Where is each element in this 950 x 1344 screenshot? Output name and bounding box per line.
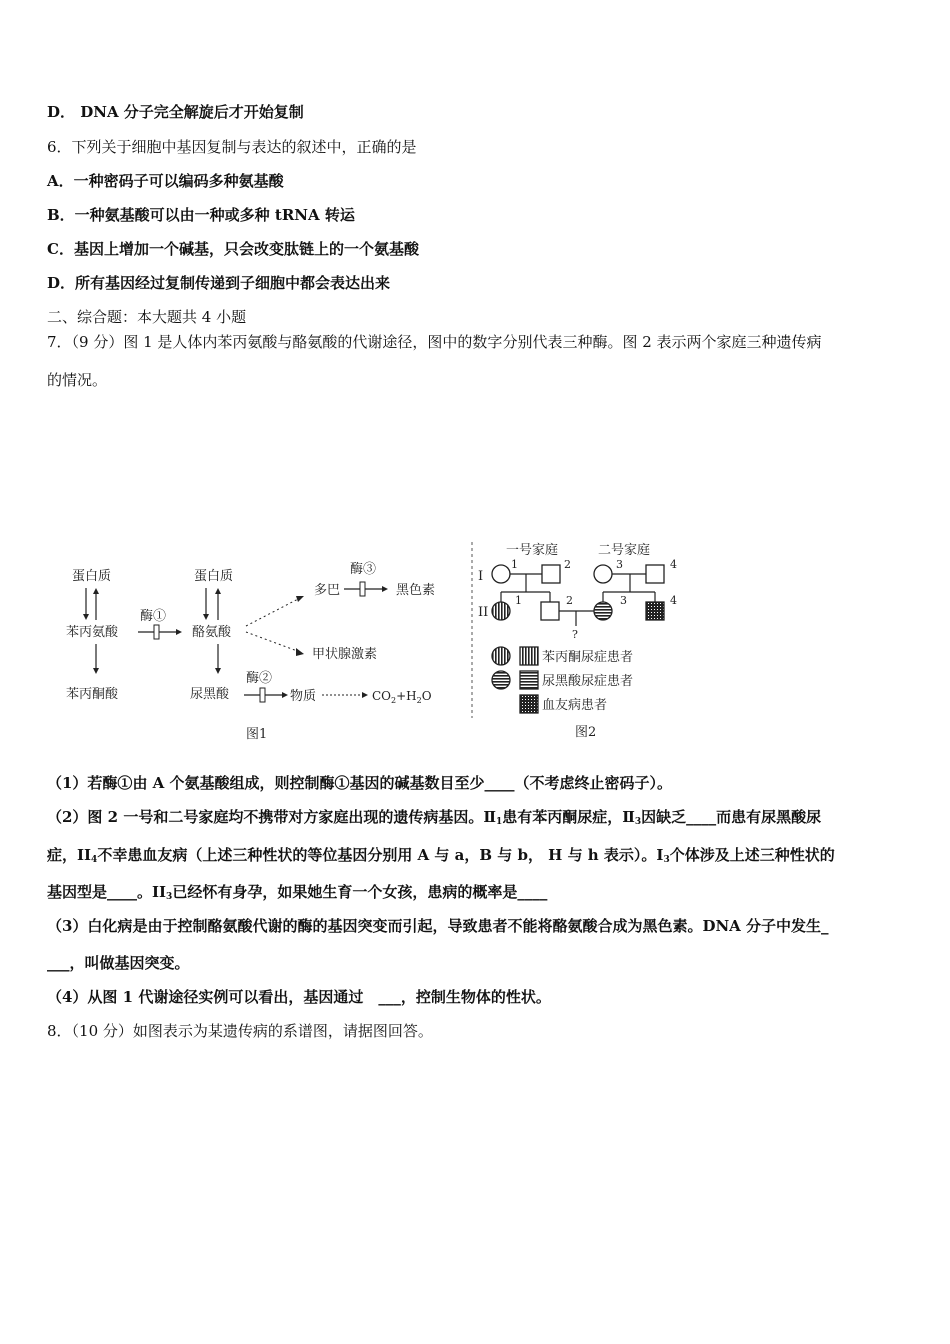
- fig1-homogentisic-acid: 尿黑酸: [190, 687, 230, 702]
- q6-option-b: B．一种氨基酸可以由一种或多种 tRNA 转运: [47, 206, 355, 224]
- fig2-II2-label: 2: [566, 594, 573, 607]
- fig1-tyrosine: 酪氨酸: [192, 625, 232, 640]
- fig1-substance: 物质: [290, 689, 317, 704]
- fig1-phenylalanine: 苯丙氨酸: [66, 625, 119, 640]
- q5-option-d: D． DNA 分子完全解旋后才开始复制: [47, 103, 304, 121]
- q7-part2-line1: （2）图 2 一号和二号家庭均不携带对方家庭出现的遗传病基因。$Ⅱ_1$患有苯丙酮尿症，$Ⅱ_3$因缺乏____而患有尿黑酸尿: [47, 808, 822, 827]
- q7-part2-line2: 症，$II_4$不幸患血友病（上述三种性状的等位基因分别用 A 与 a，B 与 b， H 与 h 表示）。$I_3$个体涉及上述三种性状的: [47, 846, 835, 865]
- fig2-legend-alkaptonuria: 尿黑酸尿症患者: [542, 674, 634, 689]
- fig2-legend-hemophilia: 血友病患者: [542, 698, 608, 713]
- fig2-I2-label: 2: [564, 558, 571, 571]
- fig1-thyroxine: 甲状腺激素: [312, 647, 378, 662]
- fig1-enzyme-3: 酶③: [350, 562, 377, 577]
- fig2-unknown-child: ?: [572, 628, 578, 641]
- q6-stem: 6．下列关于细胞中基因复制与表达的叙述中，正确的是: [47, 138, 417, 156]
- section2-title: 二、综合题：本大题共 4 小题: [47, 308, 247, 326]
- q7-stem-line1: 7．（9 分）图 1 是人体内苯丙氨酸与酪氨酸的代谢途径，图中的数字分别代表三种酶。图 2 表示两个家庭三种遗传病: [47, 333, 822, 351]
- fig2-I1-label: 1: [511, 558, 518, 571]
- figure2-pedigree: [478, 543, 677, 740]
- q6-option-d: D．所有基因经过复制传递到子细胞中都会表达出来: [47, 274, 391, 292]
- q8-stem: 8．（10 分）如图表示为某遗传病的系谱图，请据图回答。: [47, 1022, 433, 1040]
- fig2-II1-label: 1: [515, 594, 522, 607]
- fig1-protein-1: 蛋白质: [72, 569, 112, 584]
- q7-part1: （1）若酶①由 A 个氨基酸组成，则控制酶①基因的碱基数目至少____（不考虑终止密码子）。: [47, 774, 673, 792]
- fig2-II3-label: 3: [620, 594, 627, 607]
- fig1-enzyme-2: 酶②: [246, 671, 273, 686]
- fig1-caption: 图1: [246, 727, 268, 742]
- q6-option-a: A．一种密码子可以编码多种氨基酸: [47, 172, 284, 190]
- q6-option-c: C．基因上增加一个碱基，只会改变肽链上的一个氨基酸: [47, 240, 419, 258]
- q7-part3-line2: ___，叫做基因突变。: [47, 954, 190, 972]
- figure1-pathway: [66, 562, 435, 742]
- fig2-family-2: 二号家庭: [598, 543, 651, 558]
- fig2-gen-II: II: [478, 605, 489, 620]
- fig1-dopa: 多巴: [314, 583, 341, 598]
- fig1-enzyme-1: 酶①: [140, 609, 167, 624]
- fig1-phenylpyruvic-acid: 苯丙酮酸: [66, 687, 119, 702]
- fig2-family-1: 一号家庭: [506, 543, 559, 558]
- q7-figures: [60, 540, 720, 750]
- q7-stem-line2: 的情况。: [47, 371, 108, 389]
- fig2-caption: 图2: [575, 725, 597, 740]
- fig1-co2-h2o: $CO_2+H_2O$: [372, 689, 432, 705]
- fig1-protein-2: 蛋白质: [194, 569, 234, 584]
- fig2-legend-pku: 苯丙酮尿症患者: [542, 650, 634, 665]
- q7-part3-line1: （3）白化病是由于控制酪氨酸代谢的酶的基因突变而引起，导致患者不能将酪氨酸合成为黑色素。DNA 分子中发生_: [47, 917, 829, 935]
- fig1-melanin: 黑色素: [396, 583, 436, 598]
- fig2-II4-label: 4: [670, 594, 677, 607]
- fig2-gen-I: I: [478, 569, 484, 584]
- fig2-I4-label: 4: [670, 558, 677, 571]
- fig2-I3-label: 3: [616, 558, 623, 571]
- q7-part4: （4）从图 1 代谢途径实例可以看出，基因通过 ___，控制生物体的性状。: [47, 988, 551, 1006]
- q7-part2-line3: 基因型是____。$II_3$已经怀有身孕，如果她生育一个女孩，患病的概率是____: [47, 883, 548, 902]
